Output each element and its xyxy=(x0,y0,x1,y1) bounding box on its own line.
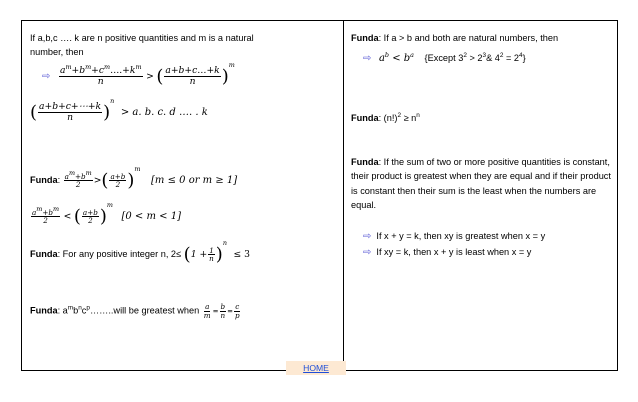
funda-label: Funda xyxy=(30,175,58,185)
fraction xyxy=(59,63,143,88)
content-frame xyxy=(21,20,618,371)
denominator: n xyxy=(97,76,104,88)
bullet-text: If x + y = k, then xy is greatest when x = y xyxy=(376,231,546,241)
intro-line-1: If a,b,c …. k are n positive quantities and m is a natural xyxy=(30,33,254,43)
right-arrow-icon: ⇨ xyxy=(363,231,372,242)
funda-factorial: Funda: $(n!)^2 \ge n^n$ xyxy=(351,112,420,123)
funda-label: Funda xyxy=(351,113,379,123)
fraction: $\frac{b}{n}$ xyxy=(220,302,226,320)
column-divider xyxy=(343,21,344,370)
fraction: $\frac{1}{n}$ xyxy=(209,245,214,264)
funda-text: : If the sum of two or more positive quantities is constant, their product is greatest when they are equal and if their product is constant then their sum is the least when the numbers are equal. xyxy=(351,157,611,210)
numerator: a+b+c…+k xyxy=(165,65,220,77)
bullet-product-constant xyxy=(363,247,531,258)
fraction: $\frac{a+b}{2}$ xyxy=(82,207,98,226)
bullet-sum-constant xyxy=(363,231,545,242)
funda-label: Funda xyxy=(30,305,58,316)
funda-label: Funda xyxy=(351,33,379,43)
funda-text: : If a > b and both are natural numbers, then xyxy=(378,33,559,43)
funda-power-mean-1: Funda: $\frac{a^m+b^m}{2}$ >( $\frac{a+b}{2}$ )$^m$ [m ≤ 0 or m ≥ 1] xyxy=(30,165,238,192)
intro-line-2: number, then xyxy=(30,47,84,57)
product-expression: > a. b. c. d …. . k xyxy=(120,107,208,118)
fraction: $\frac{c}{p}$ xyxy=(235,302,240,320)
funda-weighted-product: Funda: $a^mb^nc^p\dots\dots..will$ be greatest when $\frac{a}{m}$ = $\frac{b}{n}$ = $\frac{c}{p}$ xyxy=(30,302,240,320)
funda-text: : For any positive integer n, 2≤ xyxy=(57,249,182,259)
denominator: n xyxy=(189,76,196,88)
formula-power-mean: ⇨ $\frac{a^m+b^m+c^m\dots.+k^m}{n}$ > ( $\frac{a+b+c\dots+k}{n}$ )$^m$ xyxy=(42,61,235,88)
condition: [m ≤ 0 or m ≥ 1] xyxy=(151,175,238,186)
fraction: $\frac{a^m+b^m}{2}$ xyxy=(32,204,60,226)
fraction: $\frac{a}{m}$ xyxy=(203,302,211,320)
exponent: m xyxy=(228,61,235,69)
funda-label: Funda xyxy=(351,157,379,167)
condition: [0 < m < 1] xyxy=(121,211,181,222)
right-arrow-icon: ⇨ xyxy=(363,53,372,64)
numerator: a+b+c+⋯+k xyxy=(39,101,102,113)
fraction: $\frac{a^m+b^m}{2}$ xyxy=(64,168,92,190)
exponent: n xyxy=(110,97,115,105)
right-arrow-icon: ⇨ xyxy=(42,71,51,82)
right-arrow-icon: ⇨ xyxy=(363,247,372,258)
funda-sum-product xyxy=(351,155,613,212)
fraction: $\frac{a+b}{2}$ xyxy=(110,171,126,190)
formula-am-gm: ( $\frac{a+b+c+\cdots+k}{n}$ )$^n$ > a. b. c. d …. . k xyxy=(30,97,208,124)
funda-power-compare xyxy=(351,33,558,43)
bullet-text: If xy = k, then x + y is least when x = y xyxy=(376,247,532,257)
funda-tail: ≤ 3 xyxy=(233,249,250,260)
funda-power-compare-math: ⇨ $a^b < b^a$ {Except $3^2$ > $2^3\&$ $4^2 = 2^4$} xyxy=(363,51,526,64)
home-link[interactable]: HOME xyxy=(286,361,346,375)
denominator: n xyxy=(67,112,74,124)
numerator: $a^m+b^m+c^m\dots.+k^m$ xyxy=(59,63,142,77)
funda-binomial-bound: Funda: For any positive integer n, 2≤ (1 + $\frac{1}{n}$ )$^n$ ≤ 3 xyxy=(30,239,250,266)
fraction xyxy=(38,102,102,122)
fraction xyxy=(164,66,220,86)
funda-power-mean-2: $\frac{a^m+b^m}{2}$ < ( $\frac{a+b}{2}$ )$^m$ [0 < m < 1] xyxy=(32,201,181,228)
funda-label: Funda xyxy=(30,249,58,259)
